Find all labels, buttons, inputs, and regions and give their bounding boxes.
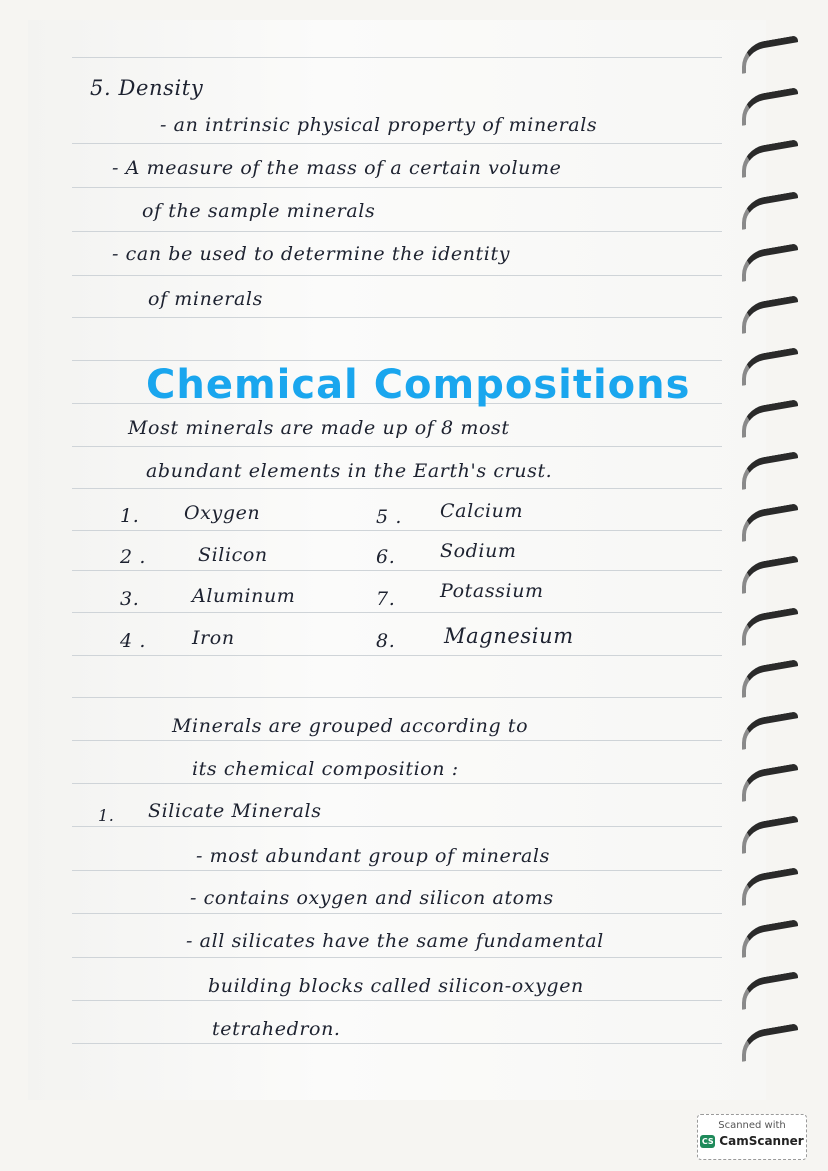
element-name: Sodium [440,540,517,562]
element-name: Iron [192,627,235,649]
ruled-line [72,913,722,914]
spiral-coil [742,867,798,906]
ruled-line [72,187,722,188]
spiral-coil [742,347,798,386]
ruled-line [72,570,722,571]
element-number: 4 . [120,630,146,652]
density-bullet: - can be used to determine the identity [112,243,511,265]
density-bullet: of the sample minerals [142,200,376,222]
silicate-heading: Silicate Minerals [148,800,322,822]
ruled-line [72,530,722,531]
section-title: Chemical Compositions [146,362,691,408]
intro-line: Most minerals are made up of 8 most [128,417,510,439]
density-heading: 5. Density [90,76,204,100]
silicate-number: 1. [98,806,115,825]
element-name: Aluminum [192,585,296,607]
spiral-coil [742,35,798,74]
camscanner-logo-icon: CS [701,1136,714,1146]
grouped-line: its chemical composition : [192,758,459,780]
element-name: Calcium [440,500,524,522]
silicate-bullet: building blocks called silicon-oxygen [208,975,584,997]
ruled-line [72,143,722,144]
badge-caption: Scanned with [718,1120,786,1131]
ruled-line [72,57,722,58]
element-number: 3. [120,588,140,610]
ruled-line [72,697,722,698]
element-name: Magnesium [444,624,574,648]
element-number: 8. [376,630,396,652]
spiral-coil [742,139,798,178]
density-bullet: of minerals [148,288,263,310]
spiral-coil [742,919,798,958]
intro-line: abundant elements in the Earth's crust. [146,460,553,482]
ruled-line [72,488,722,489]
spiral-coil [742,971,798,1010]
ruled-line [72,1000,722,1001]
element-number: 5 . [376,506,402,528]
element-number: 2 . [120,546,146,568]
spiral-coil [742,659,798,698]
spiral-coil [742,451,798,490]
ruled-line [72,612,722,613]
density-bullet: - an intrinsic physical property of minerals [160,114,598,136]
badge-brand: CamScanner [719,1134,804,1148]
ruled-line [72,655,722,656]
spiral-coil [742,1023,798,1062]
silicate-bullet: tetrahedron. [212,1018,341,1040]
ruled-line [72,1043,722,1044]
spiral-coil [742,815,798,854]
ruled-line [72,783,722,784]
silicate-bullet: - contains oxygen and silicon atoms [190,887,554,909]
spiral-coil [742,555,798,594]
spiral-binding [742,40,802,1070]
grouped-line: Minerals are grouped according to [172,715,529,737]
spiral-coil [742,763,798,802]
ruled-line [72,957,722,958]
ruled-line [72,231,722,232]
element-number: 7. [376,588,396,610]
element-number: 6. [376,546,396,568]
ruled-line [72,317,722,318]
spiral-coil [742,607,798,646]
spiral-coil [742,87,798,126]
ruled-line [72,360,722,361]
ruled-line [72,275,722,276]
camscanner-badge [697,1114,807,1160]
ruled-line [72,740,722,741]
ruled-line [72,826,722,827]
element-name: Potassium [440,580,544,602]
spiral-coil [742,243,798,282]
spiral-coil [742,295,798,334]
density-bullet: - A measure of the mass of a certain volume [112,157,562,179]
spiral-coil [742,191,798,230]
element-name: Oxygen [184,502,261,524]
silicate-bullet: - most abundant group of minerals [196,845,550,867]
spiral-coil [742,503,798,542]
spiral-coil [742,711,798,750]
spiral-coil [742,399,798,438]
silicate-bullet: - all silicates have the same fundamental [186,930,604,952]
ruled-line [72,870,722,871]
element-number: 1. [120,505,140,527]
ruled-line [72,446,722,447]
element-name: Silicon [198,544,268,566]
